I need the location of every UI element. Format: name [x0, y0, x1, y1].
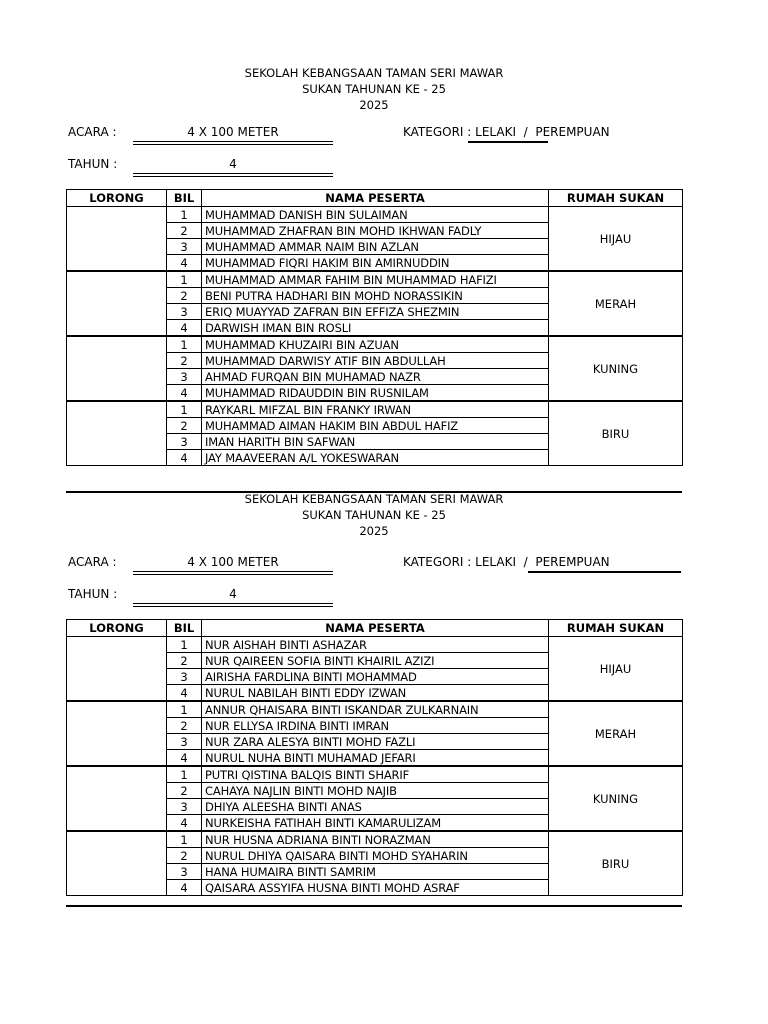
participant-name: NUR QAIREEN SOFIA BINTI KHAIRIL AZIZI — [202, 653, 549, 669]
participant-name: QAISARA ASSYIFA HUSNA BINTI MOHD ASRAF — [202, 880, 549, 896]
participant-name: MUHAMMAD AMMAR NAIM BIN AZLAN — [202, 239, 549, 255]
acara-label: ACARA : — [68, 555, 117, 569]
bil-cell: 4 — [167, 450, 202, 466]
house-cell: BIRU — [549, 401, 683, 466]
participant-name: IMAN HARITH BIN SAFWAN — [202, 434, 549, 450]
participant-name: BENI PUTRA HADHARI BIN MOHD NORASSIKIN — [202, 288, 549, 304]
col-rumah-sukan: RUMAH SUKAN — [549, 190, 683, 207]
bil-cell: 1 — [167, 401, 202, 418]
bil-cell: 2 — [167, 288, 202, 304]
participant-name: NURUL NUHA BINTI MUHAMAD JEFARI — [202, 750, 549, 767]
tahun-value: 4 — [229, 587, 237, 601]
event-year: 2025 — [359, 524, 389, 538]
participant-name: NURUL DHIYA QAISARA BINTI MOHD SYAHARIN — [202, 848, 549, 864]
participant-name: AIRISHA FARDLINA BINTI MOHAMMAD — [202, 669, 549, 685]
participant-name: MUHAMMAD DANISH BIN SULAIMAN — [202, 207, 549, 223]
bil-cell: 1 — [167, 336, 202, 353]
bil-cell: 2 — [167, 418, 202, 434]
bil-cell: 1 — [167, 701, 202, 718]
kategori-perempuan: PEREMPUAN — [535, 125, 610, 139]
participant-name: MUHAMMAD RIDAUDDIN BIN RUSNILAM — [202, 385, 549, 402]
participant-name: RAYKARL MIFZAL BIN FRANKY IRWAN — [202, 401, 549, 418]
participants-table — [66, 619, 683, 896]
bil-cell: 4 — [167, 255, 202, 272]
bil-cell: 4 — [167, 815, 202, 832]
col-lorong: LORONG — [67, 190, 167, 207]
participant-name: DARWISH IMAN BIN ROSLI — [202, 320, 549, 337]
acara-value: 4 X 100 METER — [187, 125, 279, 139]
table-row — [67, 701, 683, 718]
bil-cell: 4 — [167, 880, 202, 896]
participant-name: NUR HUSNA ADRIANA BINTI NORAZMAN — [202, 831, 549, 848]
kategori-label: KATEGORI : — [403, 555, 472, 569]
participant-name: NURUL NABILAH BINTI EDDY IZWAN — [202, 685, 549, 702]
tahun-underline — [133, 173, 333, 177]
kategori-lelaki: LELAKI — [475, 555, 517, 569]
lorong-cell — [67, 701, 167, 766]
bil-cell: 2 — [167, 653, 202, 669]
bil-cell: 4 — [167, 320, 202, 337]
kategori-lelaki: LELAKI — [475, 125, 517, 139]
participant-name: JAY MAAVEERAN A/L YOKESWARAN — [202, 450, 549, 466]
tahun-underline — [133, 603, 333, 607]
bil-cell: 1 — [167, 637, 202, 653]
house-cell: HIJAU — [549, 637, 683, 702]
participant-name: HANA HUMAIRA BINTI SAMRIM — [202, 864, 549, 880]
lorong-cell — [67, 637, 167, 702]
bil-cell: 1 — [167, 271, 202, 288]
lorong-cell — [67, 271, 167, 336]
participants-table — [66, 189, 683, 466]
kategori-underline — [528, 571, 681, 573]
col-lorong: LORONG — [67, 620, 167, 637]
participant-name: MUHAMMAD DARWISY ATIF BIN ABDULLAH — [202, 353, 549, 369]
table-row — [67, 831, 683, 848]
table-row — [67, 207, 683, 223]
table-row — [67, 271, 683, 288]
bil-cell: 1 — [167, 831, 202, 848]
col-nama-peserta: NAMA PESERTA — [202, 620, 549, 637]
table-row — [67, 637, 683, 653]
lorong-cell — [67, 831, 167, 896]
lorong-cell — [67, 336, 167, 401]
acara-underline — [133, 571, 333, 575]
participant-name: DHIYA ALEESHA BINTI ANAS — [202, 799, 549, 815]
house-cell: KUNING — [549, 336, 683, 401]
school-name: SEKOLAH KEBANGSAAN TAMAN SERI MAWAR — [244, 492, 504, 506]
table-row — [67, 766, 683, 783]
participant-name: NUR AISHAH BINTI ASHAZAR — [202, 637, 549, 653]
tahun-label: TAHUN : — [68, 587, 118, 601]
col-bil: BIL — [167, 620, 202, 637]
event-title: SUKAN TAHUNAN KE - 25 — [302, 508, 446, 522]
col-nama-peserta: NAMA PESERTA — [202, 190, 549, 207]
participant-name: NUR ZARA ALESYA BINTI MOHD FAZLI — [202, 734, 549, 750]
event-title: SUKAN TAHUNAN KE - 25 — [302, 82, 446, 96]
house-cell: MERAH — [549, 271, 683, 336]
bil-cell: 2 — [167, 783, 202, 799]
participant-name: NUR ELLYSA IRDINA BINTI IMRAN — [202, 718, 549, 734]
kategori-separator: / — [523, 555, 528, 569]
bil-cell: 3 — [167, 239, 202, 255]
participant-name: AHMAD FURQAN BIN MUHAMAD NAZR — [202, 369, 549, 385]
bil-cell: 3 — [167, 799, 202, 815]
participant-name: MUHAMMAD AMMAR FAHIM BIN MUHAMMAD HAFIZI — [202, 271, 549, 288]
bil-cell: 3 — [167, 369, 202, 385]
table-row — [67, 336, 683, 353]
kategori-perempuan: PEREMPUAN — [535, 555, 610, 569]
acara-underline — [133, 141, 333, 145]
event-year: 2025 — [359, 98, 389, 112]
house-cell: KUNING — [549, 766, 683, 831]
acara-value: 4 X 100 METER — [187, 555, 279, 569]
bil-cell: 2 — [167, 848, 202, 864]
table-row — [67, 401, 683, 418]
col-rumah-sukan: RUMAH SUKAN — [549, 620, 683, 637]
bil-cell: 2 — [167, 223, 202, 239]
participant-name: ERIQ MUAYYAD ZAFRAN BIN EFFIZA SHEZMIN — [202, 304, 549, 320]
lorong-cell — [67, 207, 167, 272]
bil-cell: 3 — [167, 304, 202, 320]
participant-name: NURKEISHA FATIHAH BINTI KAMARULIZAM — [202, 815, 549, 832]
participant-name: MUHAMMAD ZHAFRAN BIN MOHD IKHWAN FADLY — [202, 223, 549, 239]
lorong-cell — [67, 766, 167, 831]
bil-cell: 3 — [167, 434, 202, 450]
school-name: SEKOLAH KEBANGSAAN TAMAN SERI MAWAR — [244, 66, 504, 80]
kategori-separator: / — [523, 125, 528, 139]
bil-cell: 2 — [167, 718, 202, 734]
table-header-row — [67, 190, 683, 207]
house-cell: MERAH — [549, 701, 683, 766]
participant-name: MUHAMMAD KHUZAIRI BIN AZUAN — [202, 336, 549, 353]
acara-label: ACARA : — [68, 125, 117, 139]
participant-name: MUHAMMAD AIMAN HAKIM BIN ABDUL HAFIZ — [202, 418, 549, 434]
house-cell: HIJAU — [549, 207, 683, 272]
bil-cell: 3 — [167, 864, 202, 880]
participant-name: CAHAYA NAJLIN BINTI MOHD NAJIB — [202, 783, 549, 799]
table-header-row — [67, 620, 683, 637]
bottom-divider — [66, 905, 682, 907]
house-cell: BIRU — [549, 831, 683, 896]
participant-name: MUHAMMAD FIQRI HAKIM BIN AMIRNUDDIN — [202, 255, 549, 272]
kategori-label: KATEGORI : — [403, 125, 472, 139]
tahun-label: TAHUN : — [68, 157, 118, 171]
bil-cell: 3 — [167, 734, 202, 750]
bil-cell: 4 — [167, 750, 202, 767]
kategori-field — [403, 125, 610, 139]
bil-cell: 1 — [167, 766, 202, 783]
kategori-field — [403, 555, 610, 569]
bil-cell: 4 — [167, 685, 202, 702]
bil-cell: 3 — [167, 669, 202, 685]
participant-name: ANNUR QHAISARA BINTI ISKANDAR ZULKARNAIN — [202, 701, 549, 718]
bil-cell: 4 — [167, 385, 202, 402]
lorong-cell — [67, 401, 167, 466]
tahun-value: 4 — [229, 157, 237, 171]
bil-cell: 1 — [167, 207, 202, 223]
bil-cell: 2 — [167, 353, 202, 369]
kategori-underline — [468, 141, 548, 143]
participant-name: PUTRI QISTINA BALQIS BINTI SHARIF — [202, 766, 549, 783]
col-bil: BIL — [167, 190, 202, 207]
